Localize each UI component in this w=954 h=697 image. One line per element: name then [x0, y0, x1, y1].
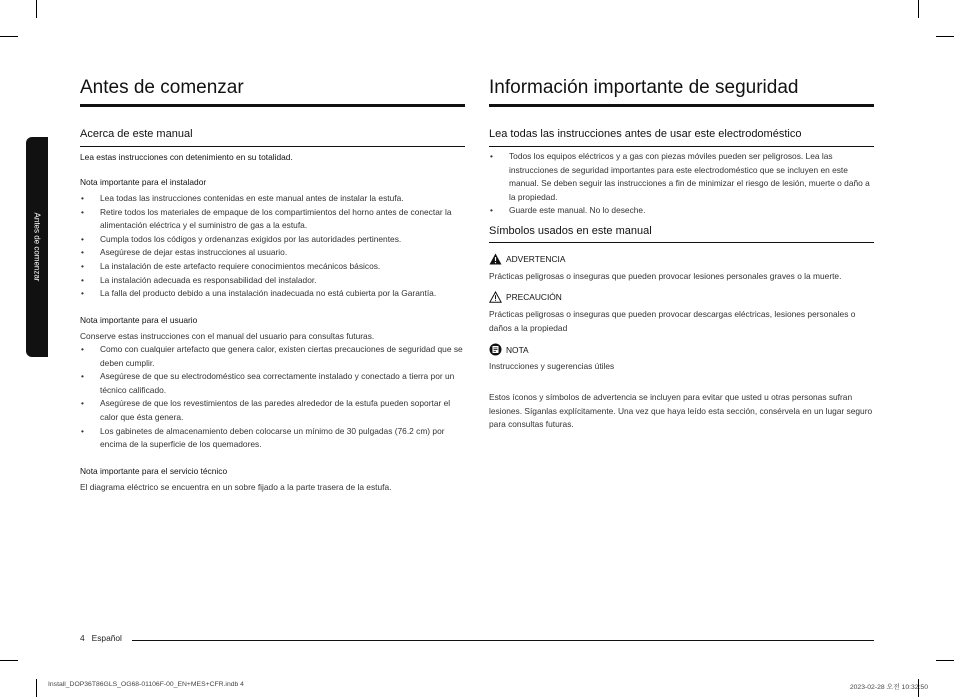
note-icon [489, 343, 502, 356]
right-section-rule [489, 146, 874, 147]
user-intro: Conserve estas instrucciones con el manual del usuario para consultas futuras. [80, 331, 375, 341]
side-tab [26, 137, 48, 357]
warning-symbol [489, 253, 565, 265]
caution-symbol [489, 291, 562, 303]
list-item: • Asegúrese de que su electrodoméstico sea correctamente instalado y conectado a tierra por un técnico calificado. [80, 370, 465, 397]
left-title-rule [80, 104, 465, 107]
note-symbol [489, 343, 529, 356]
service-heading: Nota importante para el servicio técnico [80, 466, 228, 476]
footer-rule [132, 640, 874, 641]
user-list [80, 343, 465, 452]
right-section-heading: Lea todas las instrucciones antes de usar este electrodoméstico [489, 128, 802, 140]
right-page-title: Información importante de seguridad [489, 77, 799, 98]
print-date-info: 2023-02-28 오전 10:32:50 [849, 684, 928, 691]
warning-icon [489, 253, 502, 265]
safety-list [489, 150, 874, 218]
symbols-heading: Símbolos usados en este manual [489, 225, 652, 237]
right-title-rule [489, 104, 874, 107]
user-heading: Nota importante para el usuario [80, 315, 198, 325]
intro-text: Lea estas instrucciones con detenimiento en su totalidad. [80, 152, 293, 162]
symbols-rule [489, 242, 874, 243]
note-text: Instrucciones y sugerencias útiles [489, 361, 615, 371]
list-item: • Lea todas las instrucciones contenidas en este manual antes de instalar la estufa. [80, 192, 465, 206]
caution-label: PRECAUCIÓN [506, 292, 562, 302]
list-item: • Asegúrese de que los revestimientos de las paredes alrededor de la estufa pueden soportar el calor que ésta genera. [80, 397, 465, 424]
list-item: • Todos los equipos eléctricos y a gas con piezas móviles pueden ser peligrosos. Lea las instrucciones de seguridad importantes para este electrodoméstico que se incluyen en este manual. Se deben seguir las instrucciones a fin de minimizar el riesgo de lesión, muerte o daño a la propiedad. [489, 150, 874, 204]
left-section-rule [80, 146, 465, 147]
service-text: El diagrama eléctrico se encuentra en un sobre fijado a la parte trasera de la estufa. [80, 482, 392, 492]
warning-label: ADVERTENCIA [506, 254, 566, 264]
print-file-info: Install_DOP36T86GLS_OG68-01106F-00_EN+MES+CFR.indb 4 [48, 681, 244, 688]
left-section-heading: Acerca de este manual [80, 128, 193, 140]
side-tab-label: Antes de comenzar [32, 212, 42, 282]
installer-heading: Nota importante para el instalador [80, 177, 207, 187]
caution-text: Prácticas peligrosas o inseguras que pueden provocar descargas eléctricas, lesiones personales o daños a la propiedad [489, 309, 856, 333]
page-number: 4 [80, 633, 85, 643]
list-item: • Retire todos los materiales de empaque de los compartimientos del horno antes de conectar la alimentación eléctrica y el suministro de gas a la estufa. [80, 206, 465, 233]
list-item: • Como con cualquier artefacto que genera calor, existen ciertas precauciones de seguridad que se deben cumplir. [80, 343, 465, 370]
left-page-title: Antes de comenzar [80, 77, 244, 98]
list-item: • La instalación de este artefacto requiere conocimientos mecánicos básicos. [80, 260, 465, 274]
list-item: • Cumpla todos los códigos y ordenanzas exigidos por las autoridades pertinentes. [80, 233, 465, 247]
list-item: • Asegúrese de dejar estas instrucciones al usuario. [80, 246, 465, 260]
installer-list [80, 192, 465, 301]
page-language: Español [91, 633, 122, 643]
list-item: • Guarde este manual. No lo deseche. [489, 204, 874, 218]
note-label: NOTA [506, 344, 529, 355]
list-item: • La instalación adecuada es responsabilidad del instalador. [80, 274, 465, 288]
warning-text: Prácticas peligrosas o inseguras que pueden provocar lesiones personales graves o la muerte. [489, 271, 842, 281]
closing-text: Estos íconos y símbolos de advertencia se incluyen para evitar que usted u otras personas sufran lesiones. Síganlas explícitamente. Una vez que haya leído esta sección, consérvela en un lugar seguro para consultas futuras. [489, 392, 873, 430]
list-item: • Los gabinetes de almacenamiento deben colocarse un mínimo de 30 pulgadas (76.2 cm) por encima de la superficie de los quemadores. [80, 425, 465, 452]
caution-icon [489, 291, 502, 303]
list-item: • La falla del producto debido a una instalación inadecuada no está cubierta por la Garantía. [80, 287, 465, 301]
page-number-label [80, 633, 122, 643]
